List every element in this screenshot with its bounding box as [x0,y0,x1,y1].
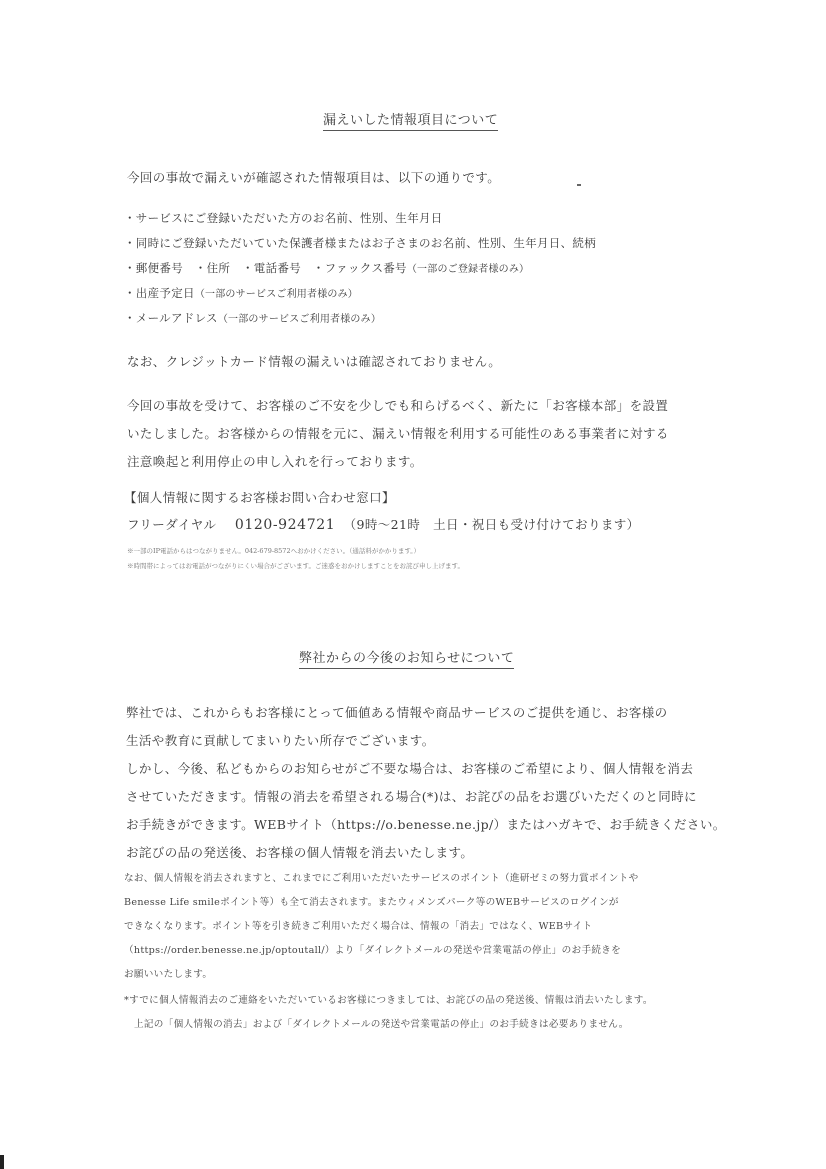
phone-number: 0120-924721 [234,517,336,533]
scan-speck [577,184,581,186]
paragraph-line: （https://order.benesse.ne.jp/optoutall/）より「ダイレクトメールの発送や営業電話の停止」のお手続きを [124,945,622,956]
deletion-note [124,867,638,987]
paragraph-line: 生活や教育に貢献してまいりたい所存でございます。 [126,733,435,748]
paragraph-line: しかし、今後、私どもからのお知らせがご不要な場合は、お客様のご希望により、個人情報を消去 [126,761,694,776]
section2-body [126,699,726,867]
paragraph-line: 弊社では、これからもお客様にとって価値ある情報や商品サービスのご提供を通じ、お客様の [126,705,668,720]
free-dial-label: フリーダイヤル [127,517,217,532]
list-item [124,260,529,276]
paragraph-line: お詫びの品の発送後、お客様の個人情報を消去いたします。 [126,845,474,860]
contact-note: ※時間帯によってはお電話がつながりにくい場合がございます。ご迷惑をおかけしますことをお詫び申し上げます。 [127,562,464,570]
list-item-text: ・サービスにご登録いただいた方のお名前、性別、生年月日 [124,211,443,225]
contact-hours: （9時～21時 土日・祝日も受け付けております） [343,517,640,532]
response-paragraph [127,392,669,476]
paragraph-line: お手続きができます。WEBサイト（https://o.benesse.ne.jp/）またはハガキで、お手続きください。 [126,817,726,832]
paragraph-line: Benesse Life smileポイント等）も全て消去されます。またウィメンズパーク等のWEBサービスのログインが [124,897,619,908]
credit-card-note: なお、クレジットカード情報の漏えいは確認されておりません。 [127,354,502,369]
section1-heading: 漏えいした情報項目について [323,109,498,131]
list-item-note: （一部のご登録者様のみ） [406,264,530,275]
list-item [124,285,358,301]
list-item-note: （一部のサービスご利用者様のみ） [217,314,382,325]
list-item-text: ・郵便番号 ・住所 ・電話番号 ・ファックス番号 [124,261,407,275]
paragraph-line: いたしました。お客様からの情報を元に、漏えい情報を利用する可能性のある事業者に対する [127,426,669,441]
list-item [124,310,381,326]
contact-line [127,515,640,533]
contact-title: 【個人情報に関するお客様お問い合わせ窓口】 [124,490,395,505]
scan-edge-mark [0,1155,4,1169]
list-item-text: ・出産予定日 [124,286,195,300]
paragraph-line: お願いいたします。 [124,969,213,980]
list-item-text: ・メールアドレス [124,311,218,325]
paragraph-line: できなくなります。ポイント等を引き続きご利用いただく場合は、情報の「消去」ではなく、WEBサイト [124,921,593,932]
paragraph-line: 上記の「個人情報の消去」および「ダイレクトメールの発送や営業電話の停止」のお手続きは必要ありません。 [134,1019,629,1030]
list-item-text: ・同時にご登録いただいていた保護者様またはお子さまのお名前、性別、生年月日、続柄 [124,236,596,250]
list-item [124,210,443,226]
paragraph-line: *すでに個人情報消去のご連絡をいただいているお客様につきましては、お詫びの品の発送後、情報は消去いたします。 [124,995,653,1006]
list-item [124,235,596,251]
section1-intro: 今回の事故で漏えいが確認された情報項目は、以下の通りです。 [127,170,501,185]
paragraph-line: 今回の事故を受けて、お客様のご不安を少しでも和らげるべく、新たに「お客様本部」を設置 [127,398,669,413]
footnote [124,989,653,1037]
list-item-note: （一部のサービスご利用者様のみ） [194,289,359,300]
contact-note: ※一部のIP電話からはつながりません。042-679-8572へおかけください。（通話料がかかります。） [127,547,421,555]
paragraph-line: させていただきます。情報の消去を希望される場合(*)は、お詫びの品をお選びいただくのと同時に [126,789,697,804]
section2-heading: 弊社からの今後のお知らせについて [299,647,514,669]
paragraph-line: なお、個人情報を消去されますと、これまでにご利用いただいたサービスのポイント（進研ゼミの努力賞ポイントや [124,873,639,884]
paragraph-line: 注意喚起と利用停止の申し入れを行っております。 [127,454,423,469]
